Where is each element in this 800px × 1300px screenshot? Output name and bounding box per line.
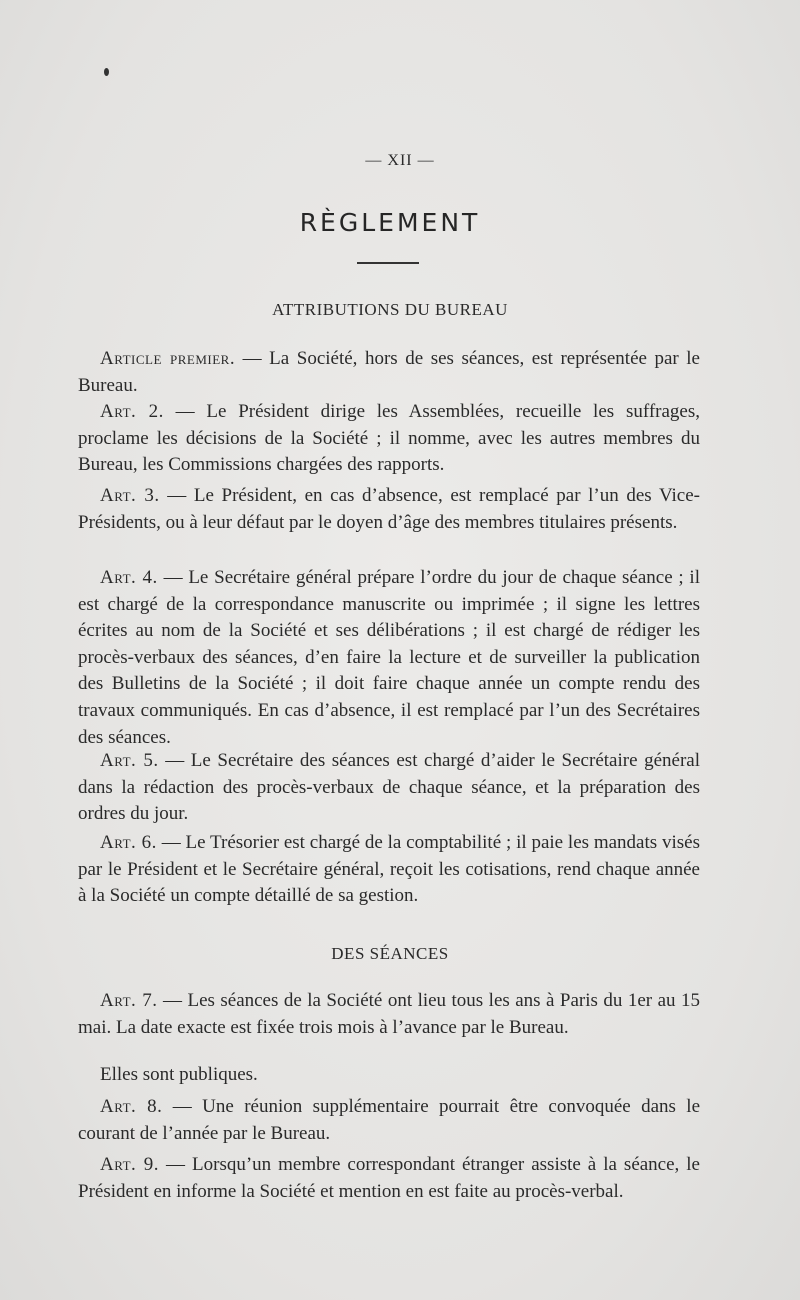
article-label: Art. 3. [100,485,160,506]
article-label: Art. 5. [100,750,159,771]
article-3 [78,483,700,536]
article-2 [78,399,700,479]
article-text: — Les séances de la Société ont lieu tous les ans à Paris du 1er au 15 mai. La date exacte est fixée trois mois à l’avance par le Bureau. [78,990,700,1038]
article-text: — La Société, hors de ses séances, est représentée par le Bureau. [78,348,700,396]
article-label: Art. 9. [100,1154,160,1175]
article-label: Art. 6. [100,832,157,853]
article-text: — Lorsqu’un membre correspondant étranger assiste à la séance, le Président en informe la Société et mention en est faite au procès-verbal. [78,1154,700,1202]
article-text: — Le Président, en cas d’absence, est remplacé par l’un des Vice-Présidents, ou à leur défaut par le doyen d’âge des membres titulaires présents. [78,485,700,533]
section-heading-bureau: ATTRIBUTIONS DU BUREAU [272,300,508,319]
article-text: — Le Secrétaire général prépare l’ordre du jour de chaque séance ; il est chargé de la correspondance manuscrite ou imprimée ; il signe les lettres écrites au nom de la Société et ses délibérations ; il est chargé de rédiger les procès-verbaux des séances, d’en faire la lecture et de surveiller la publication des Bulletins de la Société ; il doit faire chaque année un compte rendu des travaux communiqués. En cas d’absence, il est remplacé par l’un des Secrétaires des séances. [78,567,700,748]
page-number: — XII — [365,152,435,169]
article-text: Elles sont publiques. [100,1064,258,1085]
article-text: — Une réunion supplémentaire pourrait être convoquée dans le courant de l’année par le Bureau. [78,1096,701,1144]
section-heading-seances: DES SÉANCES [331,944,449,963]
article-label: Article premier. [100,348,236,369]
article-4 [78,565,700,751]
article-1 [78,346,700,399]
article-label: Art. 7. [100,990,158,1011]
article-label: Art. 2. [100,401,164,422]
article-text: — Le Trésorier est chargé de la comptabilité ; il paie les mandats visés par le Président et le Secrétaire général, reçoit les cotisations, rend chaque année à la Société un compte détaillé de sa gestion. [78,832,700,907]
article-8 [78,1094,700,1147]
article-7-continuation [78,1062,700,1089]
article-7 [78,988,700,1041]
article-6 [78,830,700,910]
article-text: — Le Président dirige les Assemblées, recueille les suffrages, proclame les décisions de la Société ; il nomme, avec les autres membres du Bureau, les Commissions chargées des rapports. [78,401,700,476]
article-text: — Le Secrétaire des séances est chargé d’aider le Secrétaire général dans la rédaction des procès-verbaux de chaque séance, et la préparation des ordres du jour. [78,750,700,825]
article-label: Art. 8. [100,1096,163,1117]
title-rule [357,262,419,264]
article-5 [78,748,700,828]
article-label: Art. 4. [100,567,158,588]
article-9 [78,1152,700,1205]
ink-speck [104,68,109,76]
page-title: RÈGLEMENT [299,208,481,237]
